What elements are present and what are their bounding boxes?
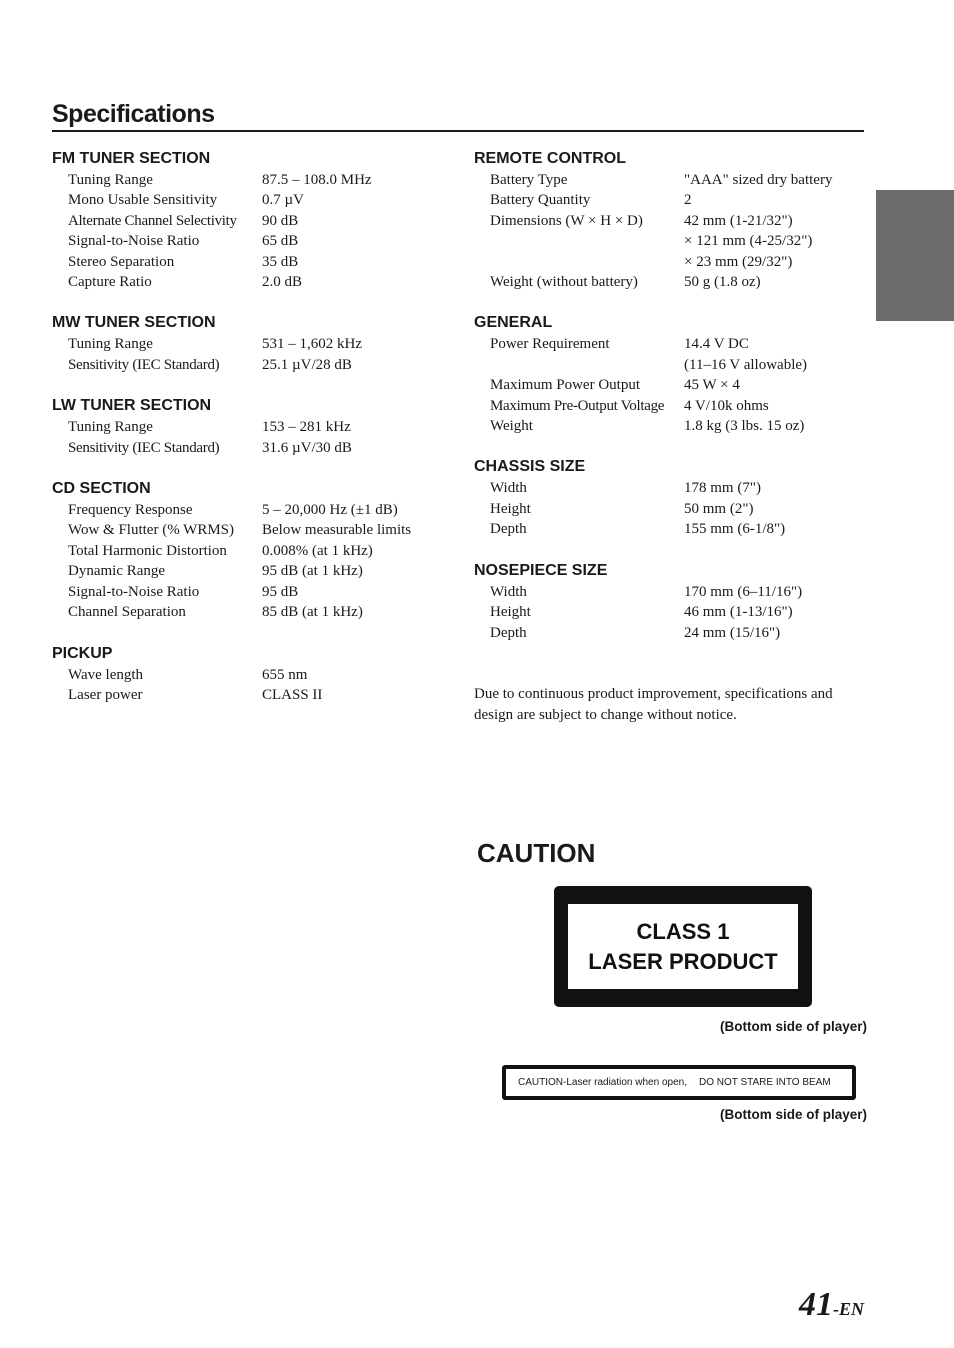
spec-row [52, 665, 442, 685]
spec-value: 25.1 µV/28 dB [262, 356, 352, 373]
spec-value: 50 g (1.8 oz) [684, 274, 761, 291]
spec-value: 45 W × 4 [684, 377, 740, 394]
spec-value: Below measurable limits [262, 522, 412, 539]
spec-label: Capture Ratio [68, 274, 152, 291]
spec-label: Alternate Channel Selectivity [68, 212, 237, 229]
spec-row [52, 438, 442, 458]
spec-row [474, 396, 864, 416]
spec-row [474, 355, 864, 375]
spec-value: 155 mm (6-1/8") [684, 521, 786, 538]
spec-value: 35 dB [262, 253, 299, 270]
spec-label: Height [490, 604, 531, 621]
spec-value: 50 mm (2") [684, 500, 754, 517]
laser-product-text: LASER PRODUCT [588, 948, 778, 974]
spec-value: 5 – 20,000 Hz (±1 dB) [262, 502, 398, 519]
spec-label [474, 355, 684, 375]
warning-text-part1: CAUTION-Laser radiation when open, [518, 1077, 687, 1088]
laser-class-text: CLASS 1 [636, 918, 730, 944]
spec-label: Frequency Response [68, 502, 193, 519]
spec-label: Stereo Separation [68, 253, 175, 270]
page-title: Specifications [52, 100, 864, 132]
spec-label: Height [490, 500, 531, 517]
spec-value: 90 dB [262, 212, 299, 229]
section-heading: PICKUP [52, 644, 113, 662]
spec-label: Width [490, 583, 527, 600]
spec-value: 178 mm (7") [684, 480, 761, 497]
spec-row [474, 252, 864, 272]
section-heading: FM TUNER SECTION [52, 150, 211, 167]
spec-value: 42 mm (1-21/32") [684, 212, 793, 229]
spec-label: Wave length [68, 666, 144, 683]
spec-section [474, 312, 864, 436]
laser-warning-strip [502, 1065, 856, 1100]
spec-label [474, 231, 684, 251]
spec-row [52, 561, 442, 581]
spec-section [474, 560, 864, 643]
spec-row [52, 685, 442, 705]
warning-text-part2: DO NOT STARE INTO BEAM [698, 1077, 831, 1088]
spec-section [52, 478, 442, 622]
spec-label [474, 252, 684, 272]
spec-row [52, 272, 442, 292]
spec-row [52, 582, 442, 602]
spec-label: Dimensions (W × H × D) [490, 212, 643, 229]
spec-label: Maximum Power Output [490, 377, 640, 394]
spec-label: Depth [490, 521, 527, 538]
spec-value: 1.8 kg (3 lbs. 15 oz) [684, 418, 805, 435]
spec-value: 46 mm (1-13/16") [684, 604, 793, 621]
spec-value: 655 nm [262, 666, 308, 683]
page-number-digits: 41 [799, 1286, 833, 1323]
spec-value: 531 – 1,602 kHz [262, 336, 362, 353]
section-heading: GENERAL [474, 314, 553, 332]
spec-row [52, 500, 442, 520]
spec-section [52, 643, 442, 706]
spec-value: 0.7 µV [262, 192, 304, 209]
spec-row [52, 231, 442, 251]
spec-label: Depth [490, 624, 527, 641]
specs-left-column [52, 148, 442, 725]
spec-section [474, 148, 864, 292]
laser-label-inner [568, 904, 798, 989]
spec-row [474, 416, 864, 436]
section-heading: CHASSIS SIZE [474, 458, 586, 476]
specs-right-column [474, 148, 864, 663]
spec-row [52, 334, 442, 354]
spec-value: 31.6 µV/30 dB [262, 439, 352, 456]
spec-section [52, 395, 442, 458]
spec-label: Tuning Range [68, 172, 153, 188]
spec-label: Weight (without battery) [490, 274, 638, 291]
spec-value: × 121 mm (4-25/32") [684, 233, 813, 250]
spec-label: Dynamic Range [68, 563, 166, 580]
spec-value: 85 dB (at 1 kHz) [262, 604, 363, 621]
spec-row [474, 190, 864, 210]
spec-label: Power Requirement [490, 336, 610, 353]
section-tab-marker [876, 190, 954, 321]
spec-label: Laser power [68, 686, 143, 703]
spec-row [474, 499, 864, 519]
spec-value: (11–16 V allowable) [684, 356, 808, 373]
spec-change-notice: Due to continuous product improvement, specifications and design are subject to change without notice. [474, 686, 833, 723]
spec-label: Signal-to-Noise Ratio [68, 583, 200, 600]
spec-row [474, 582, 864, 602]
spec-value: 87.5 – 108.0 MHz [262, 172, 372, 188]
spec-row [52, 520, 442, 540]
spec-row [52, 190, 442, 210]
spec-value: 4 V/10k ohms [684, 397, 769, 414]
spec-row [474, 375, 864, 395]
caution-heading: CAUTION [477, 838, 596, 868]
spec-value: 65 dB [262, 233, 299, 250]
spec-label: Battery Quantity [490, 192, 591, 209]
spec-label: Sensitivity (IEC Standard) [68, 439, 220, 456]
spec-label: Weight [490, 418, 533, 435]
spec-label: Width [490, 480, 527, 497]
spec-row [474, 519, 864, 539]
spec-row [52, 211, 442, 231]
spec-label: Sensitivity (IEC Standard) [68, 356, 220, 373]
spec-label: Total Harmonic Distortion [68, 542, 227, 559]
spec-row [52, 417, 442, 437]
class1-laser-label [554, 886, 812, 1007]
spec-value: 14.4 V DC [684, 336, 749, 353]
page-number-suffix: -EN [833, 1299, 864, 1319]
section-heading: MW TUNER SECTION [52, 314, 216, 332]
spec-label: Maximum Pre-Output Voltage [490, 397, 665, 414]
label-location-note-1: (Bottom side of player) [719, 1019, 867, 1034]
spec-row [474, 231, 864, 251]
spec-row [52, 602, 442, 622]
spec-value: 95 dB (at 1 kHz) [262, 563, 363, 580]
spec-label: Channel Separation [68, 604, 186, 621]
section-heading: CD SECTION [52, 480, 151, 498]
spec-label: Battery Type [490, 172, 568, 188]
spec-value: 95 dB [262, 583, 299, 600]
spec-label: Tuning Range [68, 419, 153, 436]
spec-value: 170 mm (6–11/16") [684, 583, 803, 600]
spec-section [52, 148, 442, 292]
spec-label: Signal-to-Noise Ratio [68, 233, 200, 250]
spec-row [474, 478, 864, 498]
spec-row [52, 541, 442, 561]
spec-value: "AAA" sized dry battery [684, 172, 833, 188]
spec-row [474, 170, 864, 190]
spec-row [474, 272, 864, 292]
spec-row [52, 355, 442, 375]
spec-label: Wow & Flutter (% WRMS) [68, 522, 235, 539]
spec-value: 0.008% (at 1 kHz) [262, 542, 373, 559]
section-heading: REMOTE CONTROL [474, 150, 626, 167]
section-heading: NOSEPIECE SIZE [474, 561, 608, 579]
spec-row [474, 602, 864, 622]
spec-section [52, 312, 442, 375]
spec-value: 2 [684, 192, 692, 209]
spec-row [52, 170, 442, 190]
spec-row [52, 252, 442, 272]
spec-value: 153 – 281 kHz [262, 419, 351, 436]
spec-label: Mono Usable Sensitivity [68, 192, 218, 209]
spec-row [474, 211, 864, 231]
spec-value: CLASS II [262, 686, 323, 703]
spec-value: × 23 mm (29/32") [684, 253, 793, 270]
page-number [799, 1286, 864, 1324]
spec-section [474, 456, 864, 539]
section-heading: LW TUNER SECTION [52, 397, 212, 415]
spec-value: 24 mm (15/16") [684, 624, 781, 641]
label-location-note-2: (Bottom side of player) [719, 1107, 867, 1122]
spec-row [474, 623, 864, 643]
spec-row [474, 334, 864, 354]
spec-value: 2.0 dB [262, 274, 303, 291]
spec-label: Tuning Range [68, 336, 153, 353]
